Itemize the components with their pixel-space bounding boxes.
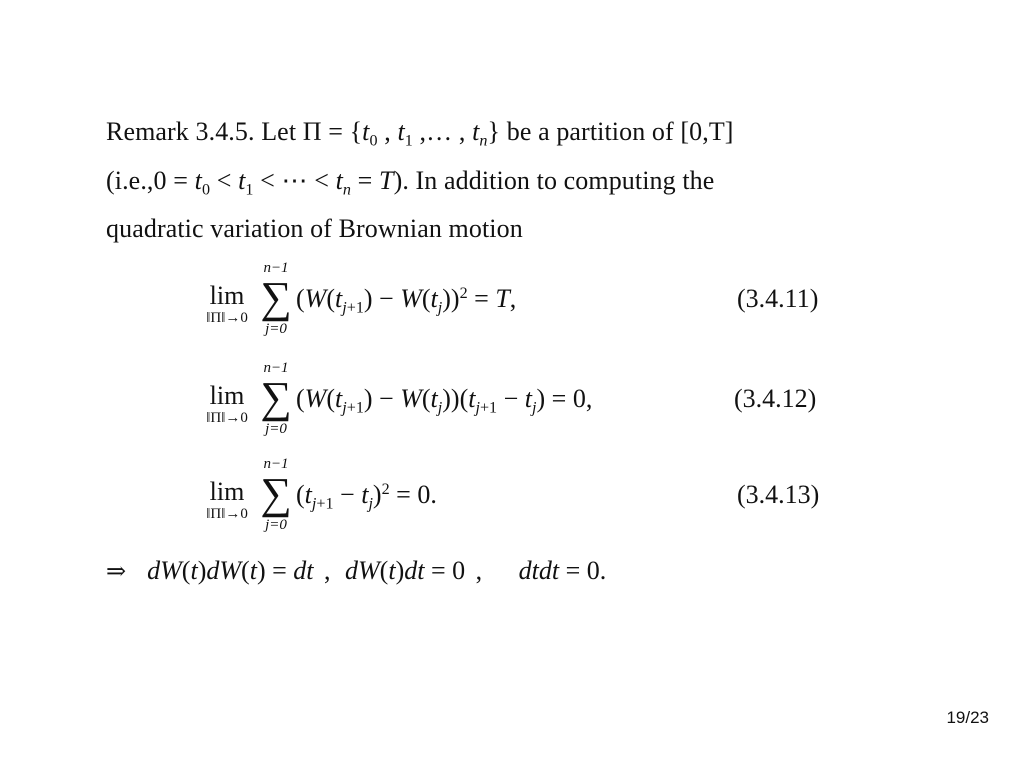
lim-subscript: ‖Π‖→0 [206, 310, 248, 326]
equation-3-4-11 [0, 260, 1024, 340]
lim-subscript: ‖Π‖→0 [206, 506, 248, 522]
limit-operator [196, 382, 258, 426]
lim-word: lim [209, 477, 245, 506]
lim-word: lim [209, 281, 245, 310]
summation [258, 260, 294, 338]
rule-dw-dw: dW(t)dW(t) = dt [147, 556, 314, 585]
sigma-symbol: ∑ [260, 469, 292, 518]
partition-description: be a partition of [0,T] [500, 117, 734, 146]
summation [258, 360, 294, 438]
implies-arrow-icon: ⇒ [106, 557, 127, 585]
partition-definition: $\Pi = \{t_0$ , $t_1$ ,… , $t_n$} [302, 117, 501, 150]
equation-body: $(W(t_{j+1}) - W(t_j))(t_{j+1} - t_j) = 0$, [296, 384, 593, 417]
equation-body: $(W(t_{j+1}) - W(t_j))^2 = T$, [296, 284, 517, 317]
sigma-symbol: ∑ [260, 273, 292, 322]
rule-dw-dt: dW(t)dt = 0 [345, 556, 466, 585]
partition-inequality: $0 = t_0 < t_1$ < ⋯ < $t_n = T$ [153, 166, 394, 199]
sigma-symbol: ∑ [260, 373, 292, 422]
lim-word: lim [209, 381, 245, 410]
equation-number: (3.4.12) [734, 384, 817, 413]
equation-body: $(t_{j+1} - t_j)^2 = 0$. [296, 480, 437, 513]
remark-line-1 [106, 117, 734, 150]
remark-line-2 [106, 166, 715, 199]
sum-lower-limit: j=0 [265, 517, 287, 533]
sum-upper-limit: n−1 [263, 360, 289, 376]
remark-label: Remark 3.4.5. Let [106, 117, 303, 146]
sum-lower-limit: j=0 [265, 421, 287, 437]
lim-subscript: ‖Π‖→0 [206, 410, 248, 426]
equation-number: (3.4.13) [737, 480, 820, 509]
equation-3-4-12 [0, 360, 1024, 440]
differential-rules: ⇒ dW(t)dW(t) = dt , dW(t)dt = 0 , dtdt = 0. [106, 556, 607, 585]
equation-3-4-13 [0, 456, 1024, 536]
remark-continuation: ). In addition to computing the [393, 166, 715, 195]
limit-operator [196, 478, 258, 522]
equation-number: (3.4.11) [737, 284, 819, 313]
sum-lower-limit: j=0 [265, 321, 287, 337]
remark-line-3: quadratic variation of Brownian motion [106, 214, 523, 243]
page-number: 19/23 [946, 708, 989, 727]
summation [258, 456, 294, 534]
ie-prefix: (i.e., [106, 166, 154, 195]
rule-dt-dt: dtdt = 0. [518, 556, 607, 585]
limit-operator [196, 282, 258, 326]
sum-upper-limit: n−1 [263, 456, 289, 472]
sum-upper-limit: n−1 [263, 260, 289, 276]
